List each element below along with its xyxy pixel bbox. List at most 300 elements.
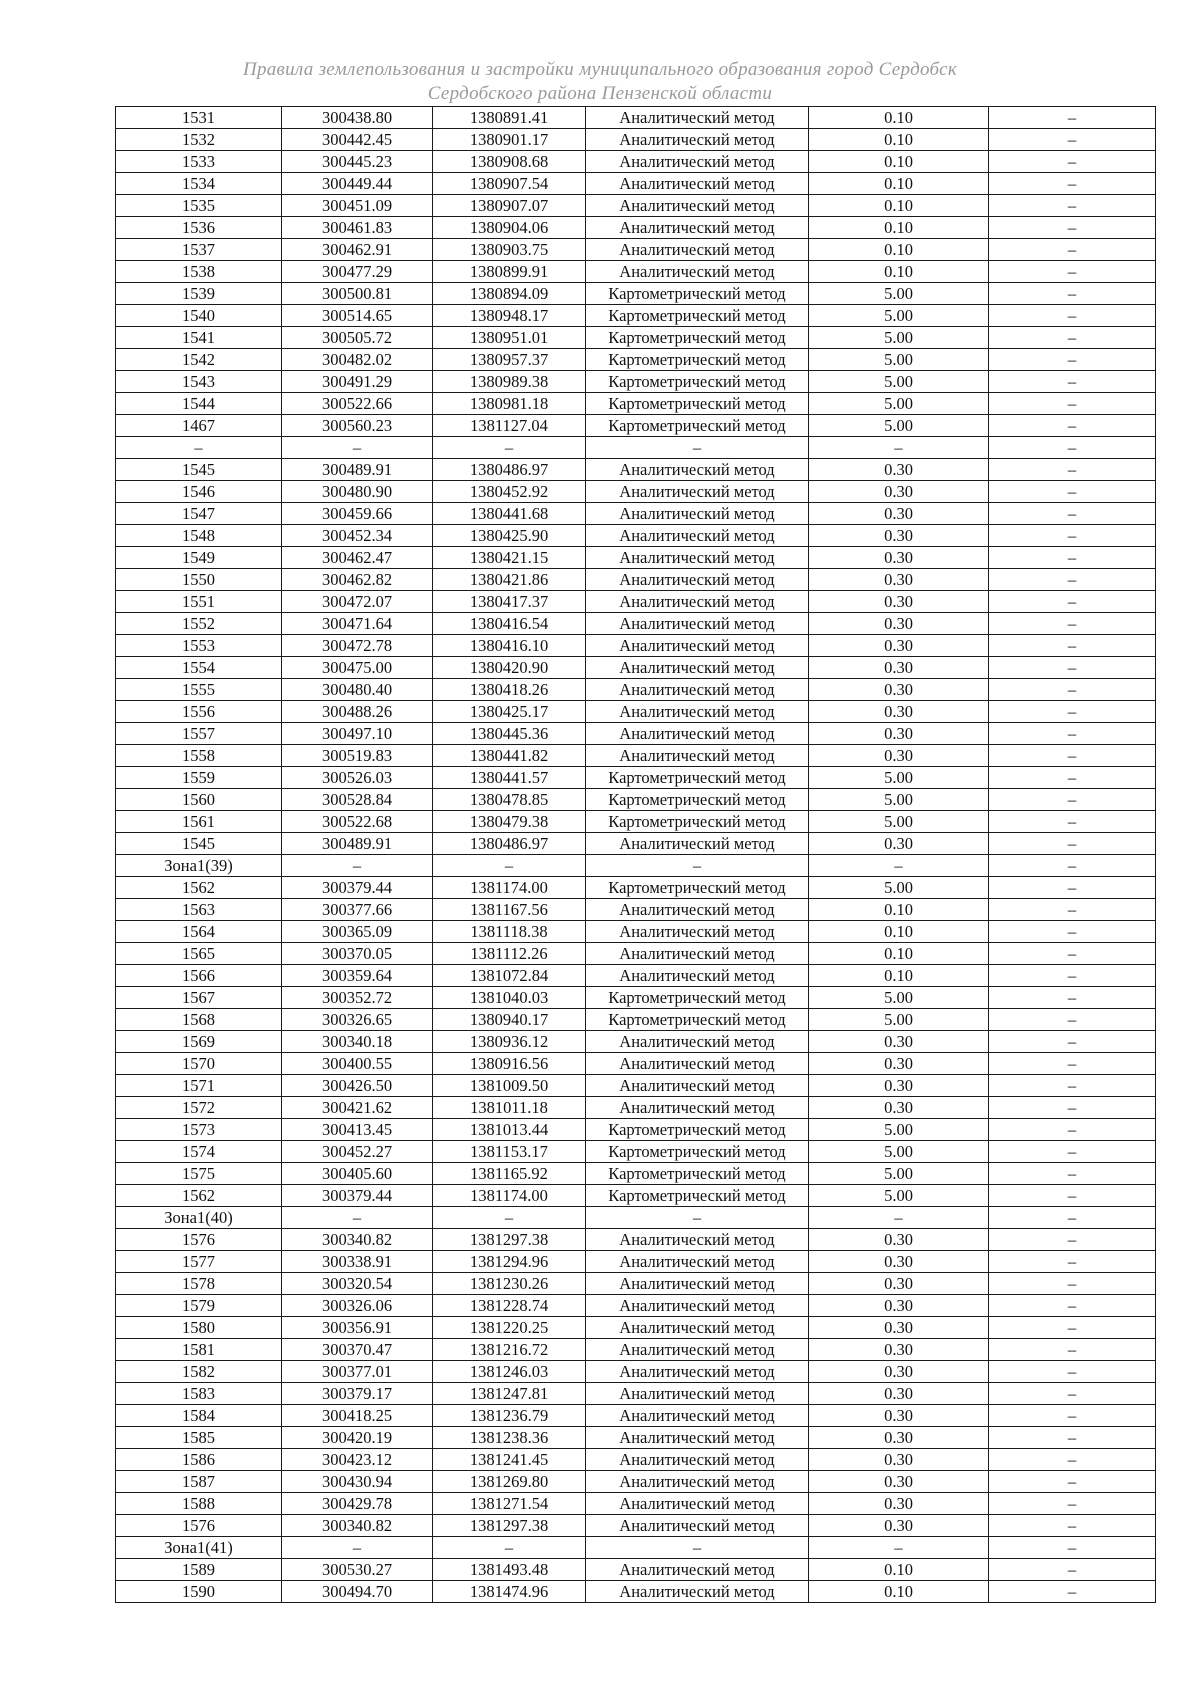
x-coordinate-cell: 300352.72 — [282, 987, 433, 1009]
notes-cell: – — [989, 1141, 1156, 1163]
table-row — [116, 437, 1156, 459]
notes-cell: – — [989, 1097, 1156, 1119]
table-row — [116, 1207, 1156, 1229]
method-cell: Картометрический метод — [586, 1141, 809, 1163]
notes-cell: – — [989, 437, 1156, 459]
point-number-cell: 1589 — [116, 1559, 282, 1581]
notes-cell: – — [989, 569, 1156, 591]
precision-cell: 0.10 — [809, 965, 989, 987]
y-coordinate-cell: 1381230.26 — [433, 1273, 586, 1295]
x-coordinate-cell: 300475.00 — [282, 657, 433, 679]
notes-cell: – — [989, 1119, 1156, 1141]
y-coordinate-cell: 1381269.80 — [433, 1471, 586, 1493]
y-coordinate-cell: 1381118.38 — [433, 921, 586, 943]
precision-cell: 5.00 — [809, 789, 989, 811]
y-coordinate-cell: 1380441.82 — [433, 745, 586, 767]
precision-cell: 5.00 — [809, 877, 989, 899]
x-coordinate-cell: 300379.44 — [282, 1185, 433, 1207]
method-cell: Аналитический метод — [586, 1097, 809, 1119]
table-row — [116, 1163, 1156, 1185]
x-coordinate-cell: 300442.45 — [282, 129, 433, 151]
point-number-cell: Зона1(39) — [116, 855, 282, 877]
method-cell: Аналитический метод — [586, 899, 809, 921]
x-coordinate-cell: 300326.65 — [282, 1009, 433, 1031]
x-coordinate-cell: 300530.27 — [282, 1559, 433, 1581]
y-coordinate-cell: 1380417.37 — [433, 591, 586, 613]
x-coordinate-cell: 300426.50 — [282, 1075, 433, 1097]
method-cell: Картометрический метод — [586, 393, 809, 415]
precision-cell: 0.30 — [809, 679, 989, 701]
method-cell: Аналитический метод — [586, 1515, 809, 1537]
precision-cell: 0.10 — [809, 151, 989, 173]
notes-cell: – — [989, 1361, 1156, 1383]
x-coordinate-cell: 300379.44 — [282, 877, 433, 899]
notes-cell: – — [989, 921, 1156, 943]
x-coordinate-cell: 300418.25 — [282, 1405, 433, 1427]
table-row — [116, 305, 1156, 327]
precision-cell: 0.30 — [809, 833, 989, 855]
method-cell: – — [586, 1537, 809, 1559]
point-number-cell: 1534 — [116, 173, 282, 195]
table-row — [116, 129, 1156, 151]
method-cell: Аналитический метод — [586, 173, 809, 195]
notes-cell: – — [989, 613, 1156, 635]
point-number-cell: 1467 — [116, 415, 282, 437]
point-number-cell: 1571 — [116, 1075, 282, 1097]
table-row — [116, 943, 1156, 965]
precision-cell: 0.10 — [809, 129, 989, 151]
point-number-cell: 1585 — [116, 1427, 282, 1449]
precision-cell: 0.10 — [809, 261, 989, 283]
point-number-cell: 1577 — [116, 1251, 282, 1273]
y-coordinate-cell: 1380441.68 — [433, 503, 586, 525]
y-coordinate-cell: 1381167.56 — [433, 899, 586, 921]
notes-cell: – — [989, 833, 1156, 855]
method-cell: Аналитический метод — [586, 1053, 809, 1075]
x-coordinate-cell: 300472.78 — [282, 635, 433, 657]
point-number-cell: 1535 — [116, 195, 282, 217]
notes-cell: – — [989, 1493, 1156, 1515]
x-coordinate-cell: 300449.44 — [282, 173, 433, 195]
precision-cell: – — [809, 437, 989, 459]
point-number-cell: 1538 — [116, 261, 282, 283]
table-row — [116, 1075, 1156, 1097]
x-coordinate-cell: 300429.78 — [282, 1493, 433, 1515]
precision-cell: 0.10 — [809, 173, 989, 195]
y-coordinate-cell: 1380908.68 — [433, 151, 586, 173]
notes-cell: – — [989, 371, 1156, 393]
x-coordinate-cell: 300320.54 — [282, 1273, 433, 1295]
notes-cell: – — [989, 855, 1156, 877]
method-cell: Аналитический метод — [586, 569, 809, 591]
point-number-cell: 1533 — [116, 151, 282, 173]
y-coordinate-cell: 1380940.17 — [433, 1009, 586, 1031]
method-cell: Аналитический метод — [586, 107, 809, 129]
precision-cell: 0.10 — [809, 107, 989, 129]
x-coordinate-cell: 300560.23 — [282, 415, 433, 437]
point-number-cell: 1578 — [116, 1273, 282, 1295]
notes-cell: – — [989, 811, 1156, 833]
y-coordinate-cell: 1380479.38 — [433, 811, 586, 833]
table-row — [116, 217, 1156, 239]
table-row — [116, 613, 1156, 635]
x-coordinate-cell: 300340.82 — [282, 1515, 433, 1537]
precision-cell: 0.30 — [809, 547, 989, 569]
precision-cell: 0.30 — [809, 745, 989, 767]
table-row — [116, 1251, 1156, 1273]
precision-cell: 0.30 — [809, 1427, 989, 1449]
precision-cell: – — [809, 1537, 989, 1559]
y-coordinate-cell: 1381294.96 — [433, 1251, 586, 1273]
x-coordinate-cell: 300413.45 — [282, 1119, 433, 1141]
notes-cell: – — [989, 723, 1156, 745]
point-number-cell: 1543 — [116, 371, 282, 393]
notes-cell: – — [989, 107, 1156, 129]
y-coordinate-cell: 1380936.12 — [433, 1031, 586, 1053]
point-number-cell: 1569 — [116, 1031, 282, 1053]
notes-cell: – — [989, 1427, 1156, 1449]
point-number-cell: 1555 — [116, 679, 282, 701]
y-coordinate-cell: 1380904.06 — [433, 217, 586, 239]
method-cell: Аналитический метод — [586, 1075, 809, 1097]
x-coordinate-cell: 300452.27 — [282, 1141, 433, 1163]
y-coordinate-cell: 1380441.57 — [433, 767, 586, 789]
y-coordinate-cell: 1381112.26 — [433, 943, 586, 965]
table-row — [116, 855, 1156, 877]
method-cell: Аналитический метод — [586, 195, 809, 217]
y-coordinate-cell: 1381165.92 — [433, 1163, 586, 1185]
method-cell: Аналитический метод — [586, 943, 809, 965]
point-number-cell: Зона1(40) — [116, 1207, 282, 1229]
method-cell: Аналитический метод — [586, 1031, 809, 1053]
point-number-cell: 1545 — [116, 459, 282, 481]
x-coordinate-cell: 300491.29 — [282, 371, 433, 393]
y-coordinate-cell: – — [433, 1207, 586, 1229]
precision-cell: 0.30 — [809, 459, 989, 481]
precision-cell: 5.00 — [809, 1185, 989, 1207]
point-number-cell: 1564 — [116, 921, 282, 943]
notes-cell: – — [989, 283, 1156, 305]
notes-cell: – — [989, 1185, 1156, 1207]
precision-cell: 5.00 — [809, 349, 989, 371]
precision-cell: 0.30 — [809, 481, 989, 503]
x-coordinate-cell: 300489.91 — [282, 833, 433, 855]
table-row — [116, 195, 1156, 217]
precision-cell: 0.30 — [809, 1317, 989, 1339]
y-coordinate-cell: 1380981.18 — [433, 393, 586, 415]
table-row — [116, 789, 1156, 811]
table-row — [116, 1295, 1156, 1317]
precision-cell: 5.00 — [809, 415, 989, 437]
coordinates-table — [115, 106, 1156, 1603]
x-coordinate-cell: – — [282, 855, 433, 877]
table-row — [116, 1053, 1156, 1075]
method-cell: Аналитический метод — [586, 1251, 809, 1273]
precision-cell: 5.00 — [809, 1119, 989, 1141]
notes-cell: – — [989, 525, 1156, 547]
point-number-cell: 1544 — [116, 393, 282, 415]
point-number-cell: 1583 — [116, 1383, 282, 1405]
y-coordinate-cell: 1381474.96 — [433, 1581, 586, 1603]
precision-cell: – — [809, 1207, 989, 1229]
y-coordinate-cell: 1380416.10 — [433, 635, 586, 657]
method-cell: Картометрический метод — [586, 789, 809, 811]
notes-cell: – — [989, 481, 1156, 503]
precision-cell: 0.30 — [809, 723, 989, 745]
point-number-cell: 1572 — [116, 1097, 282, 1119]
notes-cell: – — [989, 1053, 1156, 1075]
x-coordinate-cell: 300359.64 — [282, 965, 433, 987]
precision-cell: 0.30 — [809, 1251, 989, 1273]
notes-cell: – — [989, 547, 1156, 569]
point-number-cell: 1580 — [116, 1317, 282, 1339]
precision-cell: 0.30 — [809, 1405, 989, 1427]
precision-cell: 0.30 — [809, 1097, 989, 1119]
method-cell: Картометрический метод — [586, 877, 809, 899]
x-coordinate-cell: 300370.47 — [282, 1339, 433, 1361]
table-row — [116, 569, 1156, 591]
table-row — [116, 239, 1156, 261]
point-number-cell: 1586 — [116, 1449, 282, 1471]
y-coordinate-cell: 1381127.04 — [433, 415, 586, 437]
point-number-cell: 1541 — [116, 327, 282, 349]
table-row — [116, 723, 1156, 745]
table-row — [116, 1229, 1156, 1251]
notes-cell: – — [989, 1537, 1156, 1559]
notes-cell: – — [989, 1075, 1156, 1097]
method-cell: Картометрический метод — [586, 1185, 809, 1207]
method-cell: Аналитический метод — [586, 1339, 809, 1361]
y-coordinate-cell: 1380420.90 — [433, 657, 586, 679]
x-coordinate-cell: 300489.91 — [282, 459, 433, 481]
x-coordinate-cell: – — [282, 1207, 433, 1229]
precision-cell: 5.00 — [809, 1009, 989, 1031]
point-number-cell: 1556 — [116, 701, 282, 723]
x-coordinate-cell: 300379.17 — [282, 1383, 433, 1405]
method-cell: Аналитический метод — [586, 833, 809, 855]
method-cell: Аналитический метод — [586, 1383, 809, 1405]
notes-cell: – — [989, 1471, 1156, 1493]
table-row — [116, 283, 1156, 305]
notes-cell: – — [989, 679, 1156, 701]
method-cell: Картометрический метод — [586, 1119, 809, 1141]
method-cell: Картометрический метод — [586, 327, 809, 349]
x-coordinate-cell: 300472.07 — [282, 591, 433, 613]
point-number-cell: 1547 — [116, 503, 282, 525]
method-cell: Аналитический метод — [586, 1229, 809, 1251]
point-number-cell: 1567 — [116, 987, 282, 1009]
table-row — [116, 701, 1156, 723]
method-cell: Аналитический метод — [586, 1471, 809, 1493]
y-coordinate-cell: – — [433, 855, 586, 877]
point-number-cell: 1549 — [116, 547, 282, 569]
notes-cell: – — [989, 1317, 1156, 1339]
point-number-cell: 1562 — [116, 1185, 282, 1207]
notes-cell: – — [989, 1581, 1156, 1603]
x-coordinate-cell: 300519.83 — [282, 745, 433, 767]
method-cell: Аналитический метод — [586, 547, 809, 569]
x-coordinate-cell: 300505.72 — [282, 327, 433, 349]
x-coordinate-cell: – — [282, 1537, 433, 1559]
precision-cell: 0.30 — [809, 701, 989, 723]
table-row — [116, 921, 1156, 943]
method-cell: Аналитический метод — [586, 921, 809, 943]
precision-cell: 5.00 — [809, 1141, 989, 1163]
precision-cell: 0.30 — [809, 1449, 989, 1471]
method-cell: Картометрический метод — [586, 811, 809, 833]
x-coordinate-cell: 300340.18 — [282, 1031, 433, 1053]
precision-cell: 0.30 — [809, 591, 989, 613]
precision-cell: 5.00 — [809, 327, 989, 349]
precision-cell: 5.00 — [809, 305, 989, 327]
table-row — [116, 965, 1156, 987]
precision-cell: 0.30 — [809, 1361, 989, 1383]
table-row — [116, 657, 1156, 679]
y-coordinate-cell: 1381153.17 — [433, 1141, 586, 1163]
notes-cell: – — [989, 239, 1156, 261]
notes-cell: – — [989, 1009, 1156, 1031]
y-coordinate-cell: 1380891.41 — [433, 107, 586, 129]
x-coordinate-cell: 300421.62 — [282, 1097, 433, 1119]
method-cell: Аналитический метод — [586, 1295, 809, 1317]
x-coordinate-cell: 300471.64 — [282, 613, 433, 635]
table-row — [116, 1119, 1156, 1141]
table-row — [116, 1537, 1156, 1559]
point-number-cell: 1532 — [116, 129, 282, 151]
y-coordinate-cell: 1380445.36 — [433, 723, 586, 745]
header-line-1: Правила землепользования и застройки муниципального образования город Сердобск — [242, 59, 958, 80]
y-coordinate-cell: 1380478.85 — [433, 789, 586, 811]
method-cell: – — [586, 855, 809, 877]
notes-cell: – — [989, 327, 1156, 349]
table-row — [116, 591, 1156, 613]
method-cell: Аналитический метод — [586, 1559, 809, 1581]
coordinates-table-container — [115, 106, 1155, 1603]
table-row — [116, 327, 1156, 349]
table-row — [116, 481, 1156, 503]
x-coordinate-cell: 300356.91 — [282, 1317, 433, 1339]
table-row — [116, 173, 1156, 195]
x-coordinate-cell: 300488.26 — [282, 701, 433, 723]
notes-cell: – — [989, 943, 1156, 965]
x-coordinate-cell: 300420.19 — [282, 1427, 433, 1449]
precision-cell: 5.00 — [809, 767, 989, 789]
table-row — [116, 767, 1156, 789]
point-number-cell: 1565 — [116, 943, 282, 965]
point-number-cell: 1552 — [116, 613, 282, 635]
y-coordinate-cell: 1380418.26 — [433, 679, 586, 701]
notes-cell: – — [989, 1207, 1156, 1229]
y-coordinate-cell: 1381297.38 — [433, 1515, 586, 1537]
table-row — [116, 1559, 1156, 1581]
table-row — [116, 1339, 1156, 1361]
method-cell: Аналитический метод — [586, 129, 809, 151]
point-number-cell: 1568 — [116, 1009, 282, 1031]
precision-cell: 0.10 — [809, 943, 989, 965]
x-coordinate-cell: 300461.83 — [282, 217, 433, 239]
method-cell: Аналитический метод — [586, 613, 809, 635]
precision-cell: 0.30 — [809, 1053, 989, 1075]
table-row — [116, 1009, 1156, 1031]
point-number-cell: 1562 — [116, 877, 282, 899]
precision-cell: 0.10 — [809, 921, 989, 943]
method-cell: Аналитический метод — [586, 1449, 809, 1471]
point-number-cell: 1540 — [116, 305, 282, 327]
notes-cell: – — [989, 459, 1156, 481]
notes-cell: – — [989, 767, 1156, 789]
method-cell: Аналитический метод — [586, 591, 809, 613]
x-coordinate-cell: 300522.68 — [282, 811, 433, 833]
notes-cell: – — [989, 349, 1156, 371]
method-cell: Аналитический метод — [586, 239, 809, 261]
point-number-cell: 1561 — [116, 811, 282, 833]
notes-cell: – — [989, 899, 1156, 921]
x-coordinate-cell: 300438.80 — [282, 107, 433, 129]
table-row — [116, 1097, 1156, 1119]
point-number-cell: 1539 — [116, 283, 282, 305]
method-cell: Картометрический метод — [586, 371, 809, 393]
x-coordinate-cell: 300528.84 — [282, 789, 433, 811]
y-coordinate-cell: 1380948.17 — [433, 305, 586, 327]
x-coordinate-cell: 300497.10 — [282, 723, 433, 745]
table-row — [116, 349, 1156, 371]
precision-cell: 0.30 — [809, 1515, 989, 1537]
point-number-cell: Зона1(41) — [116, 1537, 282, 1559]
point-number-cell: 1546 — [116, 481, 282, 503]
precision-cell: 0.30 — [809, 613, 989, 635]
table-row — [116, 1383, 1156, 1405]
x-coordinate-cell: 300452.34 — [282, 525, 433, 547]
point-number-cell: 1574 — [116, 1141, 282, 1163]
table-body — [116, 107, 1156, 1603]
y-coordinate-cell: 1380907.54 — [433, 173, 586, 195]
precision-cell: 0.30 — [809, 1031, 989, 1053]
x-coordinate-cell: 300405.60 — [282, 1163, 433, 1185]
table-row — [116, 833, 1156, 855]
method-cell: Аналитический метод — [586, 1361, 809, 1383]
precision-cell: 0.10 — [809, 239, 989, 261]
precision-cell: 0.10 — [809, 899, 989, 921]
table-row — [116, 1185, 1156, 1207]
method-cell: Картометрический метод — [586, 1163, 809, 1185]
notes-cell: – — [989, 261, 1156, 283]
running-header — [0, 58, 1200, 106]
notes-cell: – — [989, 415, 1156, 437]
precision-cell: 5.00 — [809, 393, 989, 415]
y-coordinate-cell: 1380899.91 — [433, 261, 586, 283]
precision-cell: 0.30 — [809, 1075, 989, 1097]
table-row — [116, 1031, 1156, 1053]
table-row — [116, 1405, 1156, 1427]
x-coordinate-cell: 300370.05 — [282, 943, 433, 965]
x-coordinate-cell: 300462.82 — [282, 569, 433, 591]
notes-cell: – — [989, 393, 1156, 415]
method-cell: Картометрический метод — [586, 415, 809, 437]
table-row — [116, 1449, 1156, 1471]
y-coordinate-cell: 1381228.74 — [433, 1295, 586, 1317]
table-row — [116, 1493, 1156, 1515]
method-cell: Картометрический метод — [586, 349, 809, 371]
notes-cell: – — [989, 1449, 1156, 1471]
point-number-cell: 1576 — [116, 1229, 282, 1251]
y-coordinate-cell: 1380916.56 — [433, 1053, 586, 1075]
y-coordinate-cell: 1381271.54 — [433, 1493, 586, 1515]
point-number-cell: – — [116, 437, 282, 459]
y-coordinate-cell: 1381011.18 — [433, 1097, 586, 1119]
method-cell: Аналитический метод — [586, 459, 809, 481]
method-cell: Аналитический метод — [586, 261, 809, 283]
x-coordinate-cell: 300500.81 — [282, 283, 433, 305]
